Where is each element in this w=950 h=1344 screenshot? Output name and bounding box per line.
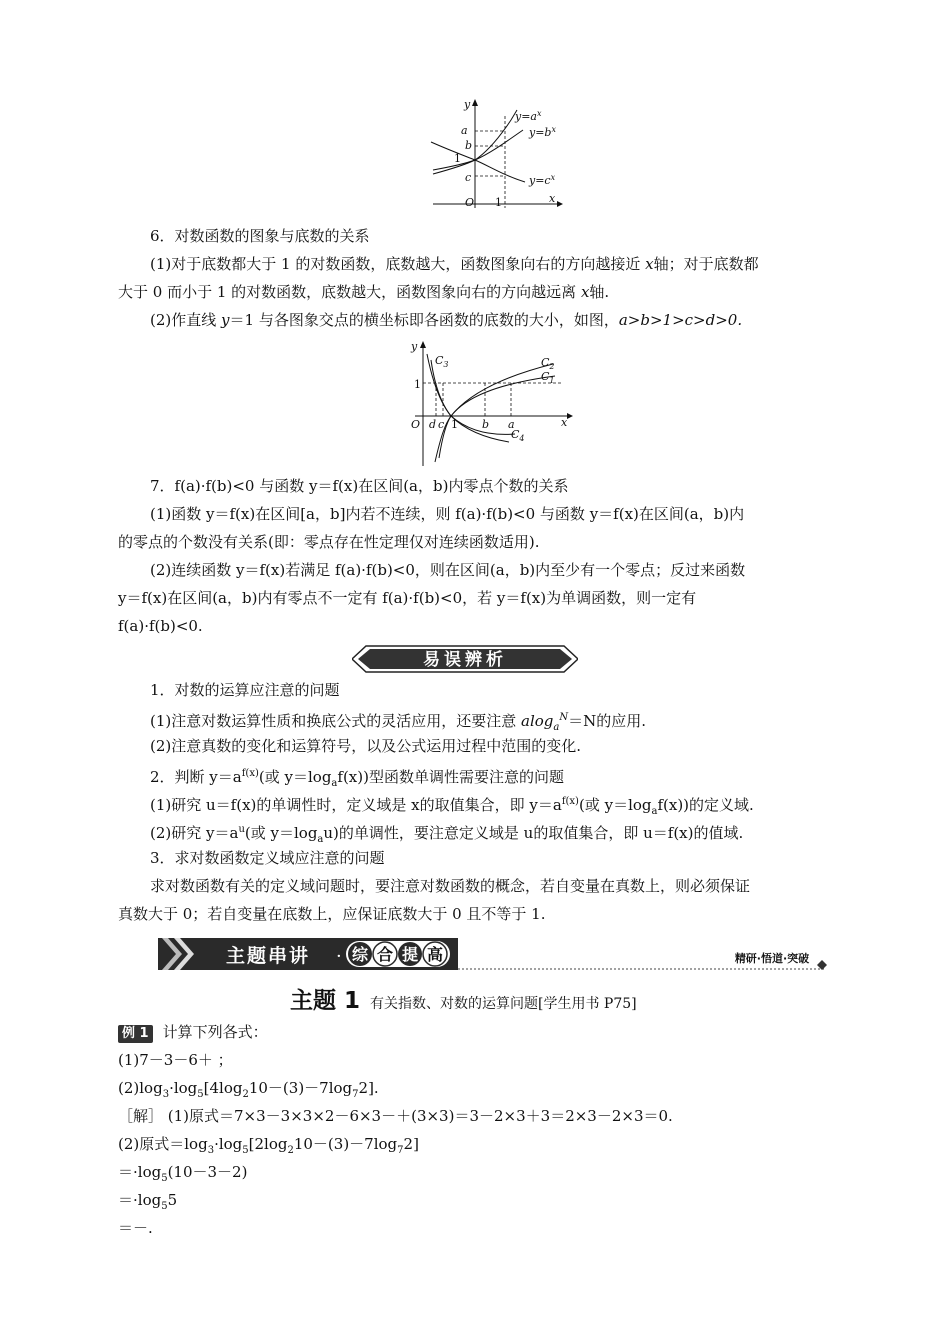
example-q2: $(2)\log_3\cdot\log_5[4\log_210-(3)-7\log_72]$.	[118, 1079, 379, 1100]
err-t2: 2．判断 $y=a^{f(x)}$(或 $y=\log_af(x)$)型函数单调性需要注意的问题	[150, 768, 564, 789]
example-sol1: ［解］ (1)原式＝7×3－3×3×2－6×3－＋(3×3)＝3－2×3＋3＝2×3－2×3＝0.	[118, 1107, 673, 1125]
fig2-origin-label: O	[411, 418, 421, 431]
fig2-d-label: d	[429, 418, 437, 431]
sec7-p2-line2: y＝f(x)在区间(a，b)内有零点不一定有 f(a)·f(b)<0，若 y＝f(x)为单调函数，则一定有	[118, 589, 697, 607]
topic-heading	[290, 986, 637, 1019]
fig2-c-label: c	[438, 418, 445, 431]
sec6-title: 6．对数函数的图象与底数的关系	[150, 227, 370, 245]
topic-heading-main: 主题 1	[290, 988, 361, 1014]
fig1-one-x-label: 1	[495, 196, 502, 209]
err-t1-p2: (2)注意真数的变化和运算符号，以及公式运用过程中范围的变化.	[150, 737, 582, 755]
sec7-p2-line1: (2)连续函数 y＝f(x)若满足 f(a)·f(b)<0，则在区间(a，b)内至少有一个零点；反过来函数	[150, 561, 746, 579]
example-prompt: 例 1 计算下列各式：	[118, 1018, 836, 1046]
topic-heading-sub: 有关指数、对数的运算问题[学生用书 P75]	[370, 996, 637, 1012]
sec7-p1-line2: 的零点的个数没有关系(即：零点存在性定理仅对连续函数适用).	[118, 533, 540, 551]
sec7-p2-line3: f(a)·f(b)<0.	[118, 617, 203, 635]
banner-main-right: 精研·悟道·突破	[734, 952, 810, 965]
sec7-title: 7．f(a)·f(b)<0 与函数 y＝f(x)在区间(a，b)内零点个数的关系	[150, 477, 569, 495]
fig1-one-y-label: 1	[454, 152, 461, 165]
example-sol2: (2)原式$=\log_3\cdot\log_5[2\log_210-(3)-7\log_72]$	[118, 1135, 419, 1156]
fig1-yb-label: $y=b^x$	[529, 125, 556, 139]
banner-main-c4: 高	[426, 945, 444, 964]
fig2-c2-label: $C_2$	[541, 356, 555, 371]
fig2-c3-label: $C_3$	[435, 354, 449, 369]
fig2-a-label: a	[508, 418, 515, 431]
err-t2-p1: (1)研究 u＝f(x)的单调性时，定义域是 x的取值集合，即 $y=a^{f(x)}$(或 $y=\log_af(x)$)的定义域.	[150, 796, 754, 817]
err-t1: 1．对数的运算应注意的问题	[150, 681, 340, 699]
banner-main-c1: 综	[351, 945, 369, 964]
err-t3-p2: 真数大于 0；若自变量在底数上，应保证底数大于 0 且不等于 1.	[118, 905, 546, 923]
err-t1-p1: (1)注意对数运算性质和换底公式的灵活应用，还要注意 alog$_a^N$＝N的应用.	[150, 712, 647, 733]
example-step2: $=\cdot\log_55$	[118, 1191, 178, 1212]
sec6-p2: (2)作直线 y＝1 与各图象交点的横坐标即各函数的底数的大小，如图，a>b>1>c>d>0.	[150, 311, 743, 329]
fig1-ya-label: $y=a^x$	[515, 109, 542, 123]
fig2-x-label: x	[561, 416, 568, 429]
error-analysis-banner-text: 易误辨析	[423, 650, 507, 670]
banner-main-left: 主题串讲	[225, 945, 311, 967]
err-t3-p1: 求对数函数有关的定义域问题时，要注意对数函数的概念，若自变量在真数上，则必须保证	[150, 877, 751, 895]
err-t3: 3．求对数函数定义域应注意的问题	[150, 849, 385, 867]
banner-main-c3: 提	[401, 945, 419, 964]
example-step3: ＝－.	[118, 1219, 153, 1237]
topic-review-banner	[158, 932, 838, 976]
fig1-y-label: y	[464, 98, 471, 111]
fig1-a-label: a	[461, 124, 468, 137]
fig2-c1-label: $C_1$	[541, 370, 555, 385]
err-t2-p2: (2)研究 $y=a^u$(或 $y=\log_au$)的单调性，要注意定义域是 u的取值集合，即 u＝f(x)的值域.	[150, 824, 744, 845]
fig2-b-label: b	[482, 418, 490, 431]
fig2-one-y-label: 1	[414, 378, 421, 391]
banner-main-c2: 合	[376, 945, 394, 964]
example-q1: (1)7－3－6＋ ；	[118, 1051, 233, 1069]
fig1-yc-label: $y=c^x$	[529, 173, 556, 187]
error-analysis-banner	[352, 644, 578, 674]
fig1-x-label: x	[549, 192, 556, 205]
sec6-p1-line1: (1)对于底数都大于 1 的对数函数，底数越大，函数图象向右的方向越接近 x轴；对于底数都	[150, 255, 759, 273]
fig1-origin-label: O	[465, 196, 475, 209]
fig2-y-label: y	[411, 340, 418, 353]
example-step1: $=\cdot\log_5(10-3-2)$	[118, 1163, 248, 1184]
sec7-p1-line1: (1)函数 y＝f(x)在区间[a，b]内若不连续，则 f(a)·f(b)<0 与函数 y＝f(x)在区间(a，b)内	[150, 505, 745, 523]
fig2-one-x-label: 1	[451, 418, 458, 431]
example-badge: 例 1	[118, 1025, 153, 1043]
sec6-p1-line2: 大于 0 而小于 1 的对数函数，底数越大，函数图象向右的方向越远离 x轴.	[118, 283, 610, 301]
banner-main-dot: ·	[336, 946, 342, 967]
logarithm-graph-figure	[405, 338, 575, 468]
exponential-graph-figure	[425, 96, 565, 212]
fig1-b-label: b	[465, 139, 473, 152]
fig1-c-label: c	[465, 171, 472, 184]
fig2-c4-label: $C_4$	[511, 428, 525, 443]
